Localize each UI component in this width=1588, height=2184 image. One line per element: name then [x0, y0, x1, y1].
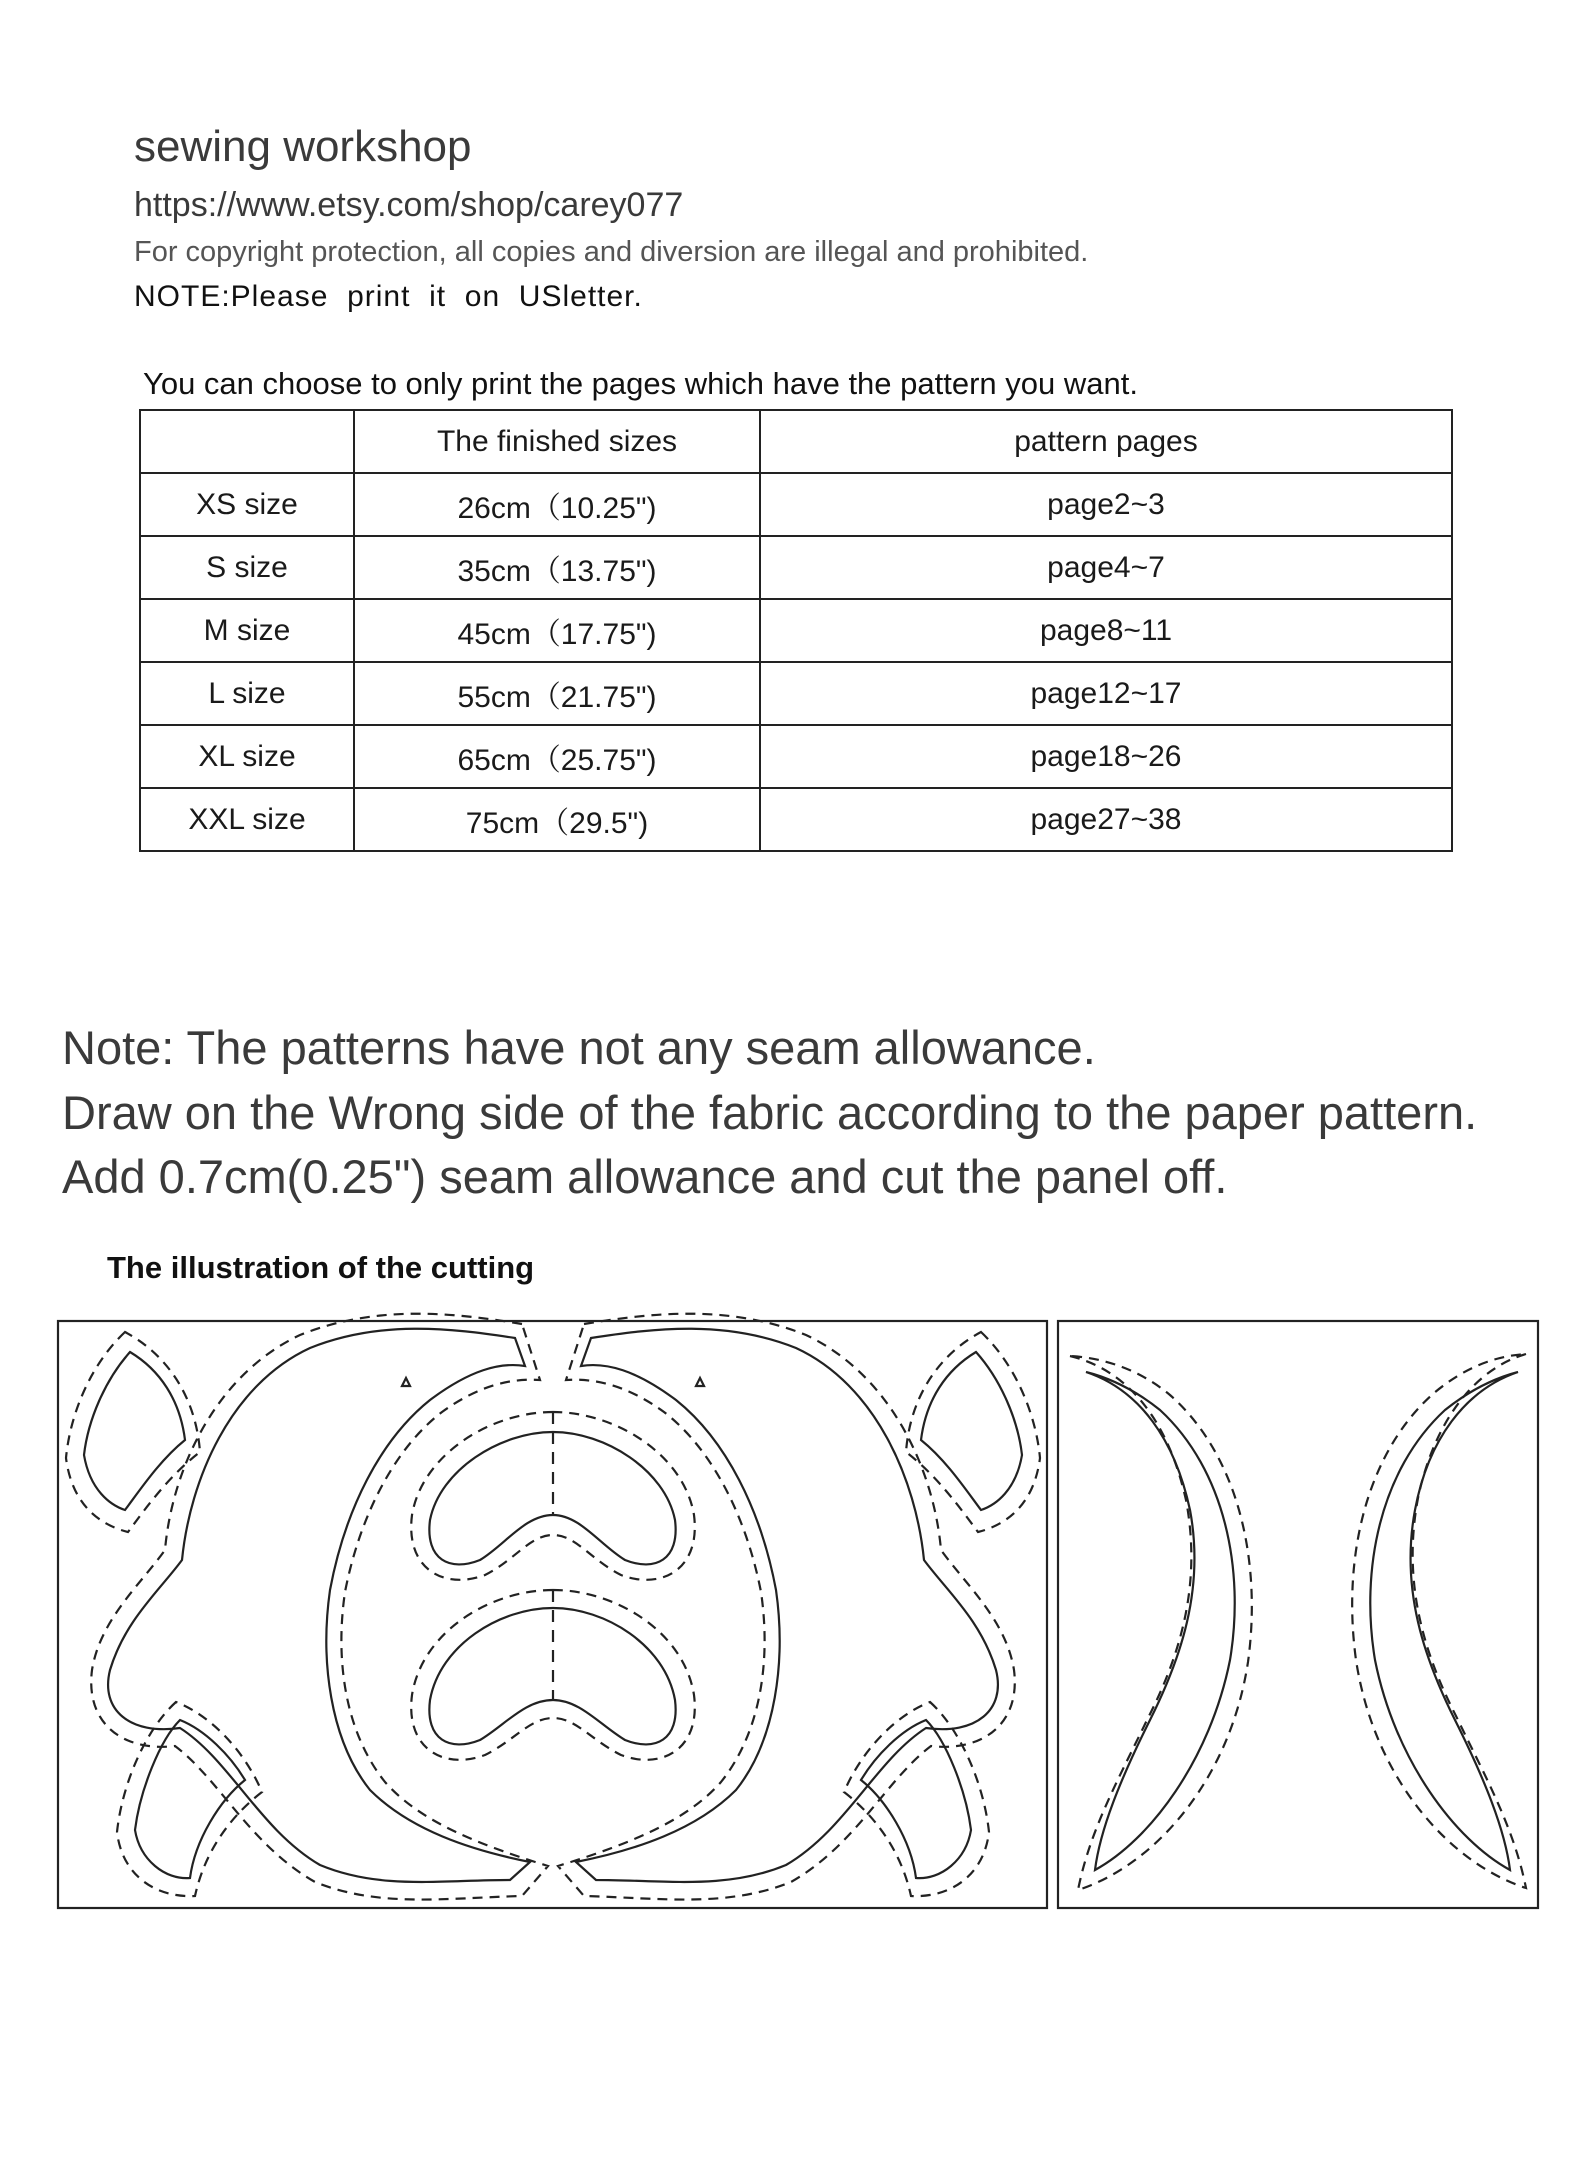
pages-cell: page4~7	[760, 536, 1452, 599]
notch-mark	[696, 1378, 704, 1386]
finished-cell: 75cm（29.5")	[354, 788, 760, 851]
shop-name: sewing workshop	[134, 122, 472, 171]
fin-piece-top-left	[66, 1332, 200, 1532]
fin-piece-bottom-right	[844, 1702, 989, 1896]
finished-cell: 26cm（10.25")	[354, 473, 760, 536]
table-header-pages: pattern pages	[760, 410, 1452, 473]
finished-cell: 35cm（13.75")	[354, 536, 760, 599]
pages-cell: page12~17	[760, 662, 1452, 725]
finished-cell: 45cm（17.75")	[354, 599, 760, 662]
size-cell: XL size	[140, 725, 354, 788]
seam-note-line-3: Add 0.7cm(0.25") seam allowance and cut the panel off.	[62, 1150, 1228, 1203]
table-header-finished: The finished sizes	[354, 410, 760, 473]
finished-cell: 65cm（25.75")	[354, 725, 760, 788]
shop-url: https://www.etsy.com/shop/carey077	[134, 186, 684, 224]
size-cell: S size	[140, 536, 354, 599]
copyright-notice: For copyright protection, all copies and diversion are illegal and prohibited.	[134, 236, 1089, 268]
pages-cell: page18~26	[760, 725, 1452, 788]
right-body-piece	[558, 1314, 1015, 1900]
finished-cell: 55cm（21.75")	[354, 662, 760, 725]
pages-cell: page8~11	[760, 599, 1452, 662]
size-cell: M size	[140, 599, 354, 662]
left-body-piece	[91, 1314, 548, 1900]
lower-belly-piece	[411, 1590, 695, 1760]
right-panel-frame	[1058, 1321, 1538, 1908]
pages-cell: page27~38	[760, 788, 1452, 851]
side-strip-left	[1070, 1356, 1252, 1890]
fin-piece-bottom-left	[117, 1702, 262, 1896]
upper-belly-piece	[411, 1412, 695, 1580]
notch-mark	[402, 1378, 410, 1386]
size-cell: XXL size	[140, 788, 354, 851]
side-strip-right	[1352, 1354, 1526, 1888]
size-cell: L size	[140, 662, 354, 725]
table-caption: You can choose to only print the pages which have the pattern you want.	[143, 366, 1138, 401]
size-cell: XS size	[140, 473, 354, 536]
seam-note-line-1: Note: The patterns have not any seam allowance.	[62, 1021, 1096, 1074]
illustration-title: The illustration of the cutting	[107, 1250, 535, 1285]
pages-cell: page2~3	[760, 473, 1452, 536]
seam-note-line-2: Draw on the Wrong side of the fabric according to the paper pattern.	[62, 1086, 1478, 1139]
fin-piece-top-right	[906, 1332, 1040, 1532]
print-note: NOTE:Please print it on USletter.	[134, 280, 643, 313]
